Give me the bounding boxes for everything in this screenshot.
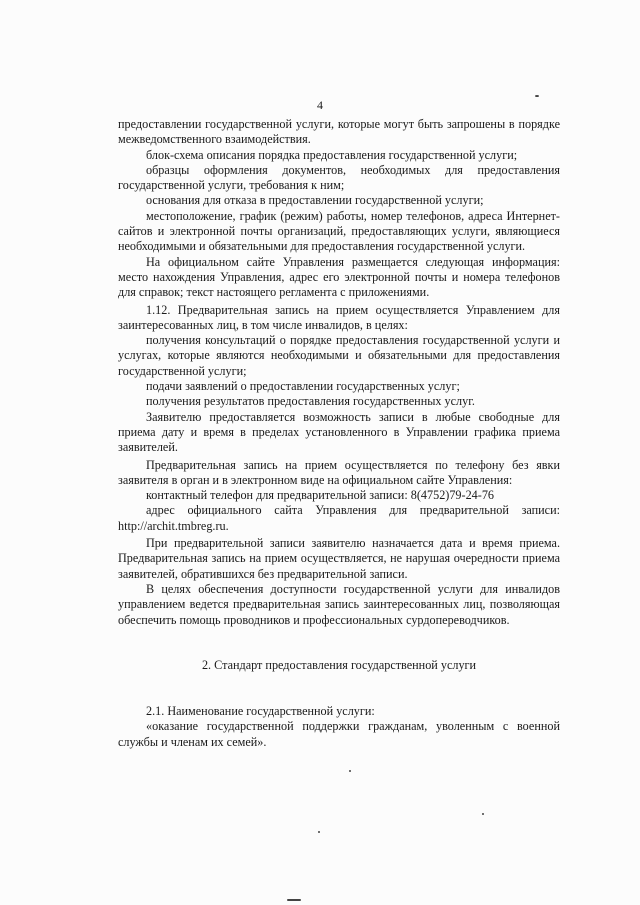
paragraph: блок-схема описания порядка предоставления государственной услуги; [146, 147, 518, 162]
paragraph: предоставлении государственной услуги, которые могут быть запрошены в порядке межведомственного взаимодействия. [118, 117, 560, 147]
scan-speck [318, 831, 320, 833]
paragraph: Заявителю предоставляется возможность записи в любые свободные для приема дату и время в пределах установленного в Управлении графика приема заявителей. [118, 409, 560, 455]
paragraph: При предварительной записи заявителю назначается дата и время приема. Предварительная запись на прием осуществляется, не нарушая очередности приема заявителей, обратившихся без предварительной записи. [118, 536, 560, 581]
document-body [118, 117, 560, 750]
scan-speck [287, 899, 301, 901]
paragraph: подачи заявлений о предоставлении государственных услуг; [146, 379, 460, 394]
scan-speck [535, 95, 539, 97]
paragraph: 2.1. Наименование государственной услуги: [146, 704, 375, 719]
paragraph: 1.12. Предварительная запись на прием осуществляется Управлением для заинтересованных лиц, в том числе инвалидов, в целях: [118, 302, 560, 332]
paragraph: «оказание государственной поддержки гражданам, уволенным с военной службы и членам их семей». [118, 719, 560, 749]
paragraph: В целях обеспечения доступности государственной услуги для инвалидов управлением ведется предварительная запись заинтересованных лиц, позволяющая обеспечить помощь проводников и профессиональных сурдопереводчиков. [118, 581, 560, 627]
paragraph: На официальном сайте Управления размещается следующая информация: место нахождения Управления, адрес его электронной почты и номера телефонов для справок; текст настоящего регламента с приложениями. [118, 254, 560, 300]
paragraph: адрес официального сайта Управления для предварительной записи: http://archit.tmbreg.ru. [118, 503, 560, 533]
paragraph: образцы оформления документов, необходимых для предоставления государственной услуги, требования к ним; [118, 162, 560, 193]
paragraph: контактный телефон для предварительной записи: 8(4752)79-24-76 [146, 488, 495, 503]
section-heading: 2. Стандарт предоставления государственной услуги [201, 657, 477, 672]
paragraph: местоположение, график (режим) работы, номер телефонов, адреса Интернет-сайтов и электронной почты организаций, предоставляющих услуги, являющиеся необходимыми и обязательными для предоставления государственной услуги. [118, 208, 560, 254]
scan-speck [349, 770, 351, 772]
paragraph: Предварительная запись на прием осуществляется по телефону без явки заявителя в орган и в электронном виде на официальном сайте Управления: [118, 457, 560, 487]
scan-speck [482, 813, 484, 815]
paragraph: получения результатов предоставления государственных услуг. [146, 394, 475, 409]
paragraph: основания для отказа в предоставлении государственной услуги; [146, 193, 484, 208]
page-number: 4 [317, 98, 323, 112]
paragraph: получения консультаций о порядке предоставления государственной услуги и услугах, которые являются необходимыми и обязательными для предоставления государственной услуги; [118, 333, 560, 378]
